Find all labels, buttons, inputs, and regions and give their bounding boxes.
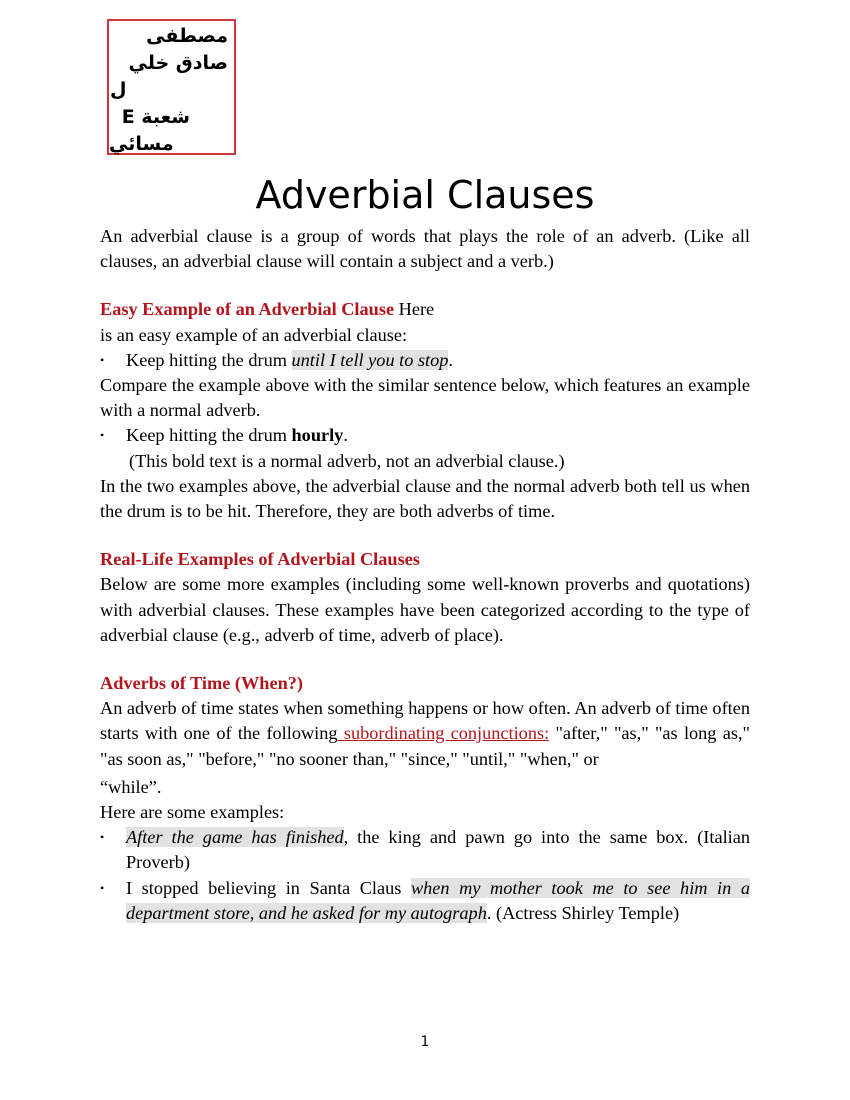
bullet-icon: • — [100, 428, 105, 443]
subordinating-conjunctions-link[interactable]: subordinating conjunctions: — [337, 723, 550, 744]
text: , the king and pawn go into the same box. (Italian Proverb) — [126, 827, 750, 873]
highlighted-clause: when my mother took me to see him in a department store, and he asked for my autograph — [126, 877, 751, 923]
bullet-icon: • — [100, 830, 105, 845]
easy-lead-a: Here — [398, 299, 435, 320]
note-paragraph: (This bold text is a normal adverb, not an adverbial clause.) — [129, 450, 565, 471]
name-line-3: ل — [110, 79, 127, 101]
bullet-icon: • — [100, 352, 105, 367]
list-item — [100, 825, 750, 875]
name-line-5: مسائي — [109, 133, 174, 155]
name-line-2: صادق خلي — [128, 52, 228, 74]
section-heading: Adverbs of Time (When?) — [100, 673, 303, 694]
list-item — [100, 423, 750, 448]
name-line-4: شعبة E — [121, 106, 190, 128]
name-line-1: مصطفى — [146, 25, 228, 47]
list-item — [100, 876, 750, 926]
text: . (Actress Shirley Temple) — [486, 902, 680, 923]
real-paragraph: Below are some more examples (including some well-known proverbs and quotations) with adverbial clauses. These examples have been categorized according to the type of adverbial clause (e.g., adverb of time, adverb of place). — [100, 574, 750, 645]
easy-example-heading-line — [100, 297, 750, 322]
page-title: Adverbial Clauses — [255, 173, 595, 217]
text: I stopped believing in Santa Claus — [126, 877, 411, 898]
text: An adverb of time states when something happens or how often. An adverb of time often starts with one of the following — [100, 698, 750, 744]
summary-paragraph: In the two examples above, the adverbial clause and the normal adverb both tell us when the drum is to be hit. Therefore, they are both adverbs of time. — [100, 475, 750, 522]
intro-paragraph: An adverbial clause is a group of words that plays the role of an adverb. (Like all clauses, an adverbial clause will contain a subject and a verb.) — [100, 226, 750, 272]
text: . — [343, 425, 348, 446]
examples-lead: Here are some examples: — [100, 802, 285, 823]
time-paragraph — [100, 696, 750, 772]
text: "after," "as," "as long as," "as soon as," "before," "no sooner than," "since," "until," "when," or — [100, 723, 750, 769]
bold-adverb: hourly — [291, 425, 344, 446]
highlighted-clause: After the game has finished — [126, 827, 344, 848]
easy-lead-b: is an easy example of an adverbial clause: — [100, 324, 408, 345]
compare-paragraph: Compare the example above with the similar sentence below, which features an example with a normal adverb. — [100, 375, 750, 421]
author-name-box — [107, 19, 236, 155]
text: Keep hitting the drum — [126, 425, 292, 446]
document-body — [100, 224, 750, 926]
section-heading: Real-Life Examples of Adverbial Clauses — [100, 549, 420, 570]
time-paragraph-end: “while”. — [100, 776, 162, 797]
page-number: 1 — [420, 1034, 430, 1050]
text: Keep hitting the drum — [126, 349, 292, 370]
text: . — [448, 349, 453, 370]
list-item — [100, 348, 750, 373]
section-heading: Easy Example of an Adverbial Clause — [100, 299, 395, 320]
bullet-icon: • — [100, 880, 105, 895]
highlighted-clause: until I tell you to stop — [291, 349, 449, 370]
